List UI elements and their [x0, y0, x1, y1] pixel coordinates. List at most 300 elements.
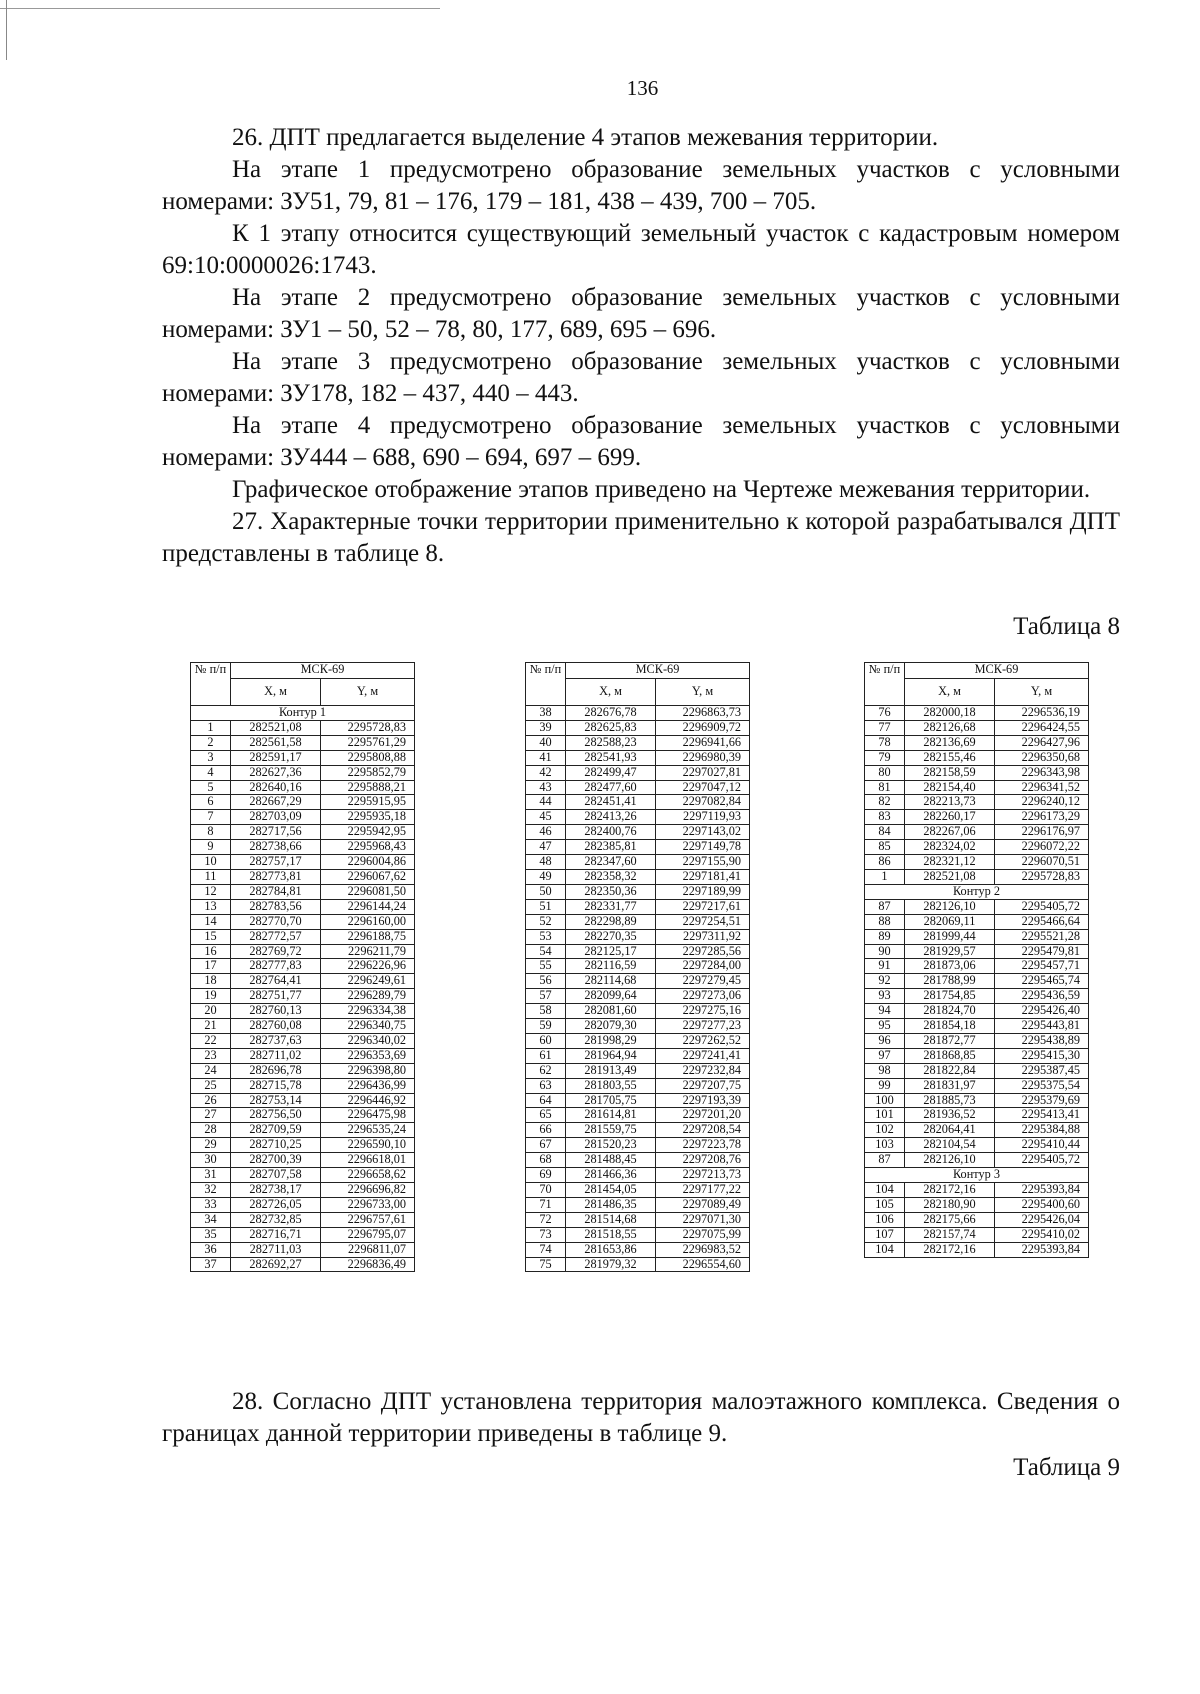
header-y: Y, м: [995, 679, 1089, 706]
paragraph: Графическое отображение этапов приведено на Чертеже межевания территории.: [232, 476, 1091, 503]
cell-y: 2296350,68: [995, 750, 1089, 765]
table-row: [191, 944, 415, 959]
cell-y: 2295465,74: [995, 974, 1089, 989]
cell-y: 2297208,54: [656, 1123, 750, 1138]
table-row: [191, 720, 415, 735]
contour-label: Контур 2: [865, 884, 1089, 899]
cell-y: 2295728,83: [321, 720, 415, 735]
cell-x: 282267,06: [905, 825, 995, 840]
coordinates-table: [190, 662, 415, 1272]
table-row: [526, 825, 750, 840]
header-x: X, м: [231, 679, 321, 706]
table-row: [526, 1078, 750, 1093]
cell-x: 282069,11: [905, 914, 995, 929]
cell-n: 96: [865, 1033, 905, 1048]
cell-n: 37: [191, 1257, 231, 1272]
cell-x: 282154,40: [905, 780, 995, 795]
cell-y: 2296067,62: [321, 869, 415, 884]
cell-n: 57: [526, 989, 566, 1004]
cell-n: 39: [526, 720, 566, 735]
table-row: [865, 780, 1089, 795]
cell-x: 282521,08: [905, 869, 995, 884]
cell-y: 2296226,96: [321, 959, 415, 974]
table-row: [191, 750, 415, 765]
cell-y: 2296733,00: [321, 1197, 415, 1212]
table8-part-1: [190, 662, 415, 1272]
table-row: [526, 855, 750, 870]
cell-y: 2297027,81: [656, 765, 750, 780]
cell-x: 281705,75: [566, 1093, 656, 1108]
cell-x: 281831,97: [905, 1078, 995, 1093]
table-row: [191, 1048, 415, 1063]
cell-x: 282350,36: [566, 884, 656, 899]
table-row: [191, 825, 415, 840]
cell-n: 72: [526, 1212, 566, 1227]
table-row: [865, 1004, 1089, 1019]
cell-y: 2295384,88: [995, 1123, 1089, 1138]
table-row: [526, 959, 750, 974]
table-row: [865, 959, 1089, 974]
cell-x: 281979,32: [566, 1257, 656, 1272]
cell-y: 2297071,30: [656, 1212, 750, 1227]
table-row: [865, 929, 1089, 944]
cell-y: 2297241,41: [656, 1048, 750, 1063]
cell-y: 2297275,16: [656, 1004, 750, 1019]
cell-x: 282104,54: [905, 1138, 995, 1153]
cell-n: 74: [526, 1242, 566, 1257]
cell-y: 2296658,62: [321, 1168, 415, 1183]
cell-x: 282114,68: [566, 974, 656, 989]
cell-n: 98: [865, 1063, 905, 1078]
table-row: [526, 720, 750, 735]
cell-x: 282783,56: [231, 899, 321, 914]
cell-x: 282541,93: [566, 750, 656, 765]
cell-n: 36: [191, 1242, 231, 1257]
cell-n: 70: [526, 1183, 566, 1198]
cell-y: 2297273,06: [656, 989, 750, 1004]
header-y: Y, м: [656, 679, 750, 706]
cell-y: 2297181,41: [656, 869, 750, 884]
cell-y: 2295400,60: [995, 1197, 1089, 1212]
table-row: [865, 1183, 1089, 1198]
cell-x: 282769,72: [231, 944, 321, 959]
cell-n: 5: [191, 780, 231, 795]
cell-x: 282477,60: [566, 780, 656, 795]
cell-n: 6: [191, 795, 231, 810]
cell-y: 2296289,79: [321, 989, 415, 1004]
cell-x: 281854,18: [905, 1019, 995, 1034]
cell-y: 2297177,22: [656, 1183, 750, 1198]
cell-n: 22: [191, 1033, 231, 1048]
cell-y: 2295443,81: [995, 1019, 1089, 1034]
cell-y: 2296436,99: [321, 1078, 415, 1093]
cell-y: 2295888,21: [321, 780, 415, 795]
page-number: 136: [626, 76, 659, 100]
cell-x: 282717,56: [231, 825, 321, 840]
table-row: [191, 1138, 415, 1153]
table-row: [526, 1183, 750, 1198]
cell-n: 73: [526, 1227, 566, 1242]
cell-y: 2296343,98: [995, 765, 1089, 780]
cell-n: 65: [526, 1108, 566, 1123]
cell-y: 2296341,52: [995, 780, 1089, 795]
table-row: [865, 884, 1089, 899]
cell-y: 2295915,95: [321, 795, 415, 810]
table-row: [191, 1033, 415, 1048]
cell-y: 2296340,02: [321, 1033, 415, 1048]
cell-n: 4: [191, 765, 231, 780]
cell-n: 26: [191, 1093, 231, 1108]
cell-n: 44: [526, 795, 566, 810]
cell-x: 281488,45: [566, 1153, 656, 1168]
paragraph: На этапе 4 предусмотрено образование земельных участков с условными номерами: ЗУ444 – 688, 690 – 694, 697 – 699.: [162, 412, 1120, 471]
cell-y: 2296836,49: [321, 1257, 415, 1272]
cell-x: 282764,41: [231, 974, 321, 989]
cell-x: 282760,13: [231, 1004, 321, 1019]
table-row: [865, 795, 1089, 810]
cell-n: 104: [865, 1242, 905, 1257]
table-row: [191, 1197, 415, 1212]
cell-y: 2295379,69: [995, 1093, 1089, 1108]
cell-n: 48: [526, 855, 566, 870]
table-row: [526, 1138, 750, 1153]
cell-x: 282711,03: [231, 1242, 321, 1257]
cell-n: 75: [526, 1257, 566, 1272]
cell-n: 24: [191, 1063, 231, 1078]
table-row: [191, 1078, 415, 1093]
cell-n: 60: [526, 1033, 566, 1048]
cell-x: 282625,83: [566, 720, 656, 735]
cell-y: 2296173,29: [995, 810, 1089, 825]
cell-y: 2295413,41: [995, 1108, 1089, 1123]
table-row: [191, 780, 415, 795]
contour-label: Контур 1: [191, 706, 415, 721]
table-row: [865, 1108, 1089, 1123]
cell-n: 91: [865, 959, 905, 974]
cell-y: 2296535,24: [321, 1123, 415, 1138]
table-row: [191, 735, 415, 750]
table-row: [191, 765, 415, 780]
cell-n: 66: [526, 1123, 566, 1138]
table-row: [191, 810, 415, 825]
table-row: [191, 855, 415, 870]
table-row: [526, 869, 750, 884]
cell-y: 2297155,90: [656, 855, 750, 870]
table-row: [191, 884, 415, 899]
cell-n: 82: [865, 795, 905, 810]
cell-n: 9: [191, 840, 231, 855]
cell-n: 29: [191, 1138, 231, 1153]
cell-y: 2296863,73: [656, 706, 750, 721]
cell-y: 2297149,78: [656, 840, 750, 855]
cell-x: 281964,94: [566, 1048, 656, 1063]
cell-x: 281824,70: [905, 1004, 995, 1019]
cell-n: 77: [865, 720, 905, 735]
cell-y: 2296160,00: [321, 914, 415, 929]
cell-n: 83: [865, 810, 905, 825]
cell-y: 2296144,24: [321, 899, 415, 914]
cell-y: 2295415,30: [995, 1048, 1089, 1063]
cell-x: 282738,17: [231, 1183, 321, 1198]
cell-n: 1: [191, 720, 231, 735]
cell-x: 282716,71: [231, 1227, 321, 1242]
cell-n: 40: [526, 735, 566, 750]
cell-y: 2296446,92: [321, 1093, 415, 1108]
table-row: [526, 989, 750, 1004]
cell-y: 2297285,56: [656, 944, 750, 959]
table-row: [865, 914, 1089, 929]
cell-x: 282640,16: [231, 780, 321, 795]
table8-part-2: [525, 662, 750, 1272]
cell-x: 282756,50: [231, 1108, 321, 1123]
table-row: [865, 735, 1089, 750]
table-row: [865, 1153, 1089, 1168]
table-row: [191, 959, 415, 974]
cell-n: 42: [526, 765, 566, 780]
cell-y: 2296618,01: [321, 1153, 415, 1168]
cell-y: 2297277,23: [656, 1019, 750, 1034]
cell-x: 281873,06: [905, 959, 995, 974]
left-margin-line: [6, 0, 7, 60]
cell-n: 101: [865, 1108, 905, 1123]
cell-y: 2295808,88: [321, 750, 415, 765]
cell-x: 281653,86: [566, 1242, 656, 1257]
cell-n: 34: [191, 1212, 231, 1227]
cell-x: 281466,36: [566, 1168, 656, 1183]
cell-y: 2295375,54: [995, 1078, 1089, 1093]
cell-x: 282757,17: [231, 855, 321, 870]
cell-x: 282707,58: [231, 1168, 321, 1183]
table-row: [526, 1212, 750, 1227]
table-row: [865, 1123, 1089, 1138]
table-row: [865, 765, 1089, 780]
cell-y: 2296334,38: [321, 1004, 415, 1019]
table-row: [865, 1197, 1089, 1212]
cell-y: 2295852,79: [321, 765, 415, 780]
cell-x: 282270,35: [566, 929, 656, 944]
cell-x: 281872,77: [905, 1033, 995, 1048]
table-row: [191, 1183, 415, 1198]
cell-x: 282260,17: [905, 810, 995, 825]
table-row: [865, 855, 1089, 870]
table-row: [191, 1123, 415, 1138]
table-row: [526, 1123, 750, 1138]
table-row: [191, 1093, 415, 1108]
cell-n: 90: [865, 944, 905, 959]
cell-x: 282172,16: [905, 1183, 995, 1198]
cell-x: 281936,52: [905, 1108, 995, 1123]
cell-n: 100: [865, 1093, 905, 1108]
cell-n: 20: [191, 1004, 231, 1019]
cell-n: 16: [191, 944, 231, 959]
cell-n: 13: [191, 899, 231, 914]
cell-x: 282213,73: [905, 795, 995, 810]
paragraph: К 1 этапу относится существующий земельный участок с кадастровым номером 69:10:0000026:1743.: [162, 220, 1120, 279]
cell-x: 281514,68: [566, 1212, 656, 1227]
table-row: [865, 899, 1089, 914]
cell-x: 282000,18: [905, 706, 995, 721]
cell-y: 2297232,84: [656, 1063, 750, 1078]
table-row: [191, 706, 415, 721]
table-row: [865, 840, 1089, 855]
paragraph-28: [162, 1386, 1120, 1450]
cell-n: 85: [865, 840, 905, 855]
cell-y: 2296554,60: [656, 1257, 750, 1272]
cell-y: 2295387,45: [995, 1063, 1089, 1078]
cell-y: 2297279,45: [656, 974, 750, 989]
cell-x: 282772,57: [231, 929, 321, 944]
table-row: [191, 1242, 415, 1257]
cell-x: 281998,29: [566, 1033, 656, 1048]
cell-n: 93: [865, 989, 905, 1004]
cell-n: 84: [865, 825, 905, 840]
cell-x: 282347,60: [566, 855, 656, 870]
cell-x: 281999,44: [905, 929, 995, 944]
cell-x: 282711,02: [231, 1048, 321, 1063]
paragraph: На этапе 2 предусмотрено образование земельных участков с условными номерами: ЗУ1 – 50, 52 – 78, 80, 177, 689, 695 – 696.: [162, 284, 1120, 343]
table8-caption: Таблица 8: [1013, 613, 1120, 640]
cell-n: 104: [865, 1183, 905, 1198]
cell-y: 2296475,98: [321, 1108, 415, 1123]
cell-x: 282175,66: [905, 1212, 995, 1227]
cell-y: 2297217,61: [656, 899, 750, 914]
table-row: [191, 1019, 415, 1034]
table-row: [865, 1227, 1089, 1242]
cell-n: 50: [526, 884, 566, 899]
coordinates-table: [864, 662, 1089, 1258]
cell-y: 2296696,82: [321, 1183, 415, 1198]
table-row: [526, 1153, 750, 1168]
table-row: [191, 974, 415, 989]
coordinates-table: [525, 662, 750, 1272]
table-row: [526, 706, 750, 721]
cell-n: 103: [865, 1138, 905, 1153]
cell-y: 2295410,44: [995, 1138, 1089, 1153]
header-coordinate-system: МСК-69: [566, 663, 750, 679]
cell-x: 282400,76: [566, 825, 656, 840]
table-row: [191, 899, 415, 914]
cell-x: 281518,55: [566, 1227, 656, 1242]
paragraph: На этапе 3 предусмотрено образование земельных участков с условными номерами: ЗУ178, 182 – 437, 440 – 443.: [162, 348, 1120, 407]
cell-n: 63: [526, 1078, 566, 1093]
table-row: [526, 1004, 750, 1019]
cell-n: 41: [526, 750, 566, 765]
table-row: [526, 944, 750, 959]
cell-n: 58: [526, 1004, 566, 1019]
cell-y: 2296070,51: [995, 855, 1089, 870]
cell-n: 12: [191, 884, 231, 899]
cell-x: 282079,30: [566, 1019, 656, 1034]
cell-y: 2295426,04: [995, 1212, 1089, 1227]
cell-y: 2297262,52: [656, 1033, 750, 1048]
header-x: X, м: [566, 679, 656, 706]
cell-y: 2295405,72: [995, 1153, 1089, 1168]
table-row: [526, 735, 750, 750]
table-row: [865, 1212, 1089, 1227]
cell-x: 281868,85: [905, 1048, 995, 1063]
header-number: № п/п: [526, 663, 566, 706]
cell-y: 2296983,52: [656, 1242, 750, 1257]
cell-x: 282413,26: [566, 810, 656, 825]
cell-y: 2296427,96: [995, 735, 1089, 750]
cell-y: 2295393,84: [995, 1242, 1089, 1257]
table-row: [191, 840, 415, 855]
cell-n: 88: [865, 914, 905, 929]
cell-x: 282784,81: [231, 884, 321, 899]
table-row: [865, 1033, 1089, 1048]
cell-n: 28: [191, 1123, 231, 1138]
table-row: [865, 810, 1089, 825]
cell-n: 45: [526, 810, 566, 825]
cell-y: 2296811,07: [321, 1242, 415, 1257]
table-row: [865, 1063, 1089, 1078]
cell-x: 281486,35: [566, 1197, 656, 1212]
cell-y: 2297193,39: [656, 1093, 750, 1108]
cell-y: 2295436,59: [995, 989, 1089, 1004]
cell-x: 281754,85: [905, 989, 995, 1004]
cell-n: 21: [191, 1019, 231, 1034]
cell-n: 54: [526, 944, 566, 959]
table-row: [526, 1093, 750, 1108]
cell-y: 2295942,95: [321, 825, 415, 840]
cell-n: 94: [865, 1004, 905, 1019]
cell-x: 281885,73: [905, 1093, 995, 1108]
table8-part-3: [864, 662, 1089, 1258]
cell-y: 2296240,12: [995, 795, 1089, 810]
cell-n: 35: [191, 1227, 231, 1242]
cell-x: 282726,05: [231, 1197, 321, 1212]
cell-x: 282099,64: [566, 989, 656, 1004]
cell-x: 281822,84: [905, 1063, 995, 1078]
cell-y: 2295479,81: [995, 944, 1089, 959]
cell-x: 282591,17: [231, 750, 321, 765]
cell-x: 282172,16: [905, 1242, 995, 1257]
cell-x: 282751,77: [231, 989, 321, 1004]
table-row: [865, 1093, 1089, 1108]
cell-n: 19: [191, 989, 231, 1004]
cell-n: 2: [191, 735, 231, 750]
cell-x: 282667,29: [231, 795, 321, 810]
cell-n: 99: [865, 1078, 905, 1093]
cell-x: 281520,23: [566, 1138, 656, 1153]
cell-n: 86: [865, 855, 905, 870]
table-row: [526, 810, 750, 825]
cell-n: 23: [191, 1048, 231, 1063]
cell-n: 14: [191, 914, 231, 929]
table-row: [865, 1019, 1089, 1034]
table-row: [191, 989, 415, 1004]
cell-x: 282126,10: [905, 1153, 995, 1168]
header-number: № п/п: [191, 663, 231, 706]
table-row: [526, 780, 750, 795]
cell-y: 2296795,07: [321, 1227, 415, 1242]
cell-x: 282710,25: [231, 1138, 321, 1153]
cell-x: 282125,17: [566, 944, 656, 959]
table-row: [191, 869, 415, 884]
cell-n: 8: [191, 825, 231, 840]
table-row: [526, 1019, 750, 1034]
table-row: [191, 1257, 415, 1272]
cell-y: 2295466,64: [995, 914, 1089, 929]
cell-n: 79: [865, 750, 905, 765]
cell-n: 15: [191, 929, 231, 944]
cell-y: 2296340,75: [321, 1019, 415, 1034]
cell-n: 67: [526, 1138, 566, 1153]
table-row: [526, 899, 750, 914]
cell-y: 2296072,22: [995, 840, 1089, 855]
top-border-line: [0, 0, 440, 9]
cell-n: 25: [191, 1078, 231, 1093]
